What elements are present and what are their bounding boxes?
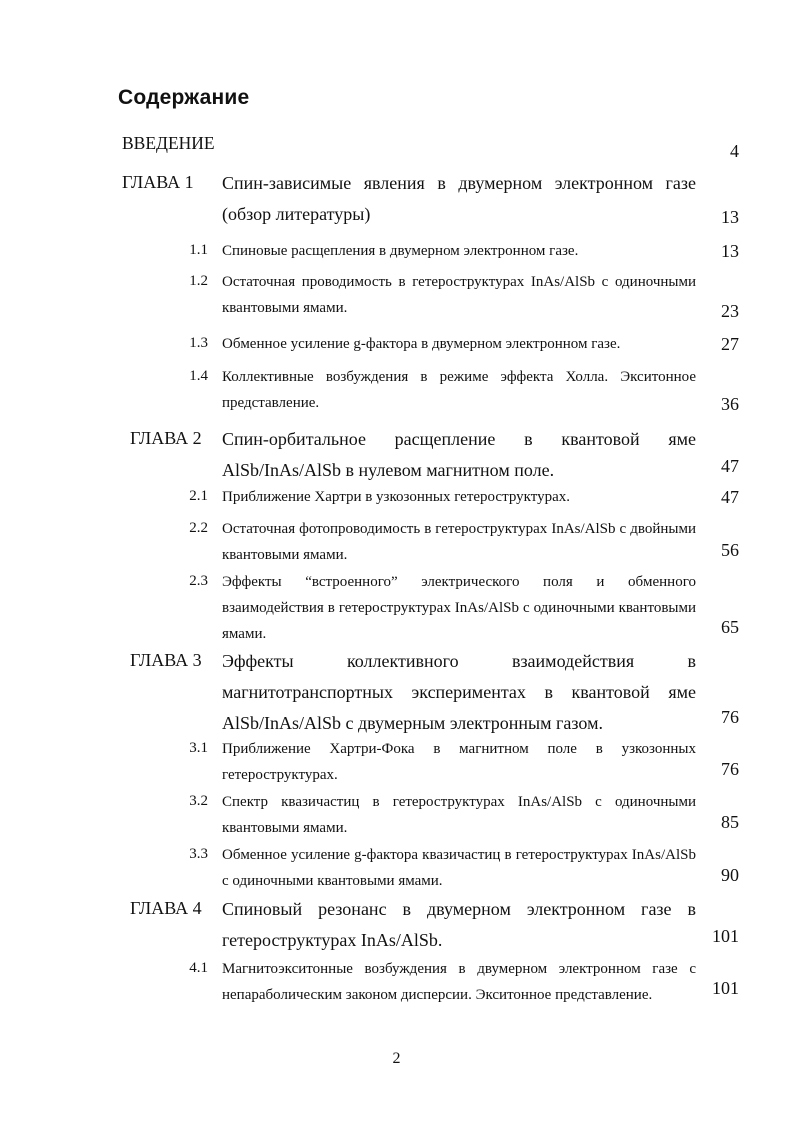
toc-label: ГЛАВА 2 bbox=[130, 428, 202, 448]
toc-page: 90 bbox=[721, 865, 739, 885]
toc-label: ГЛАВА 3 bbox=[130, 650, 202, 670]
toc-page: 85 bbox=[721, 812, 739, 832]
toc-number: 1.1 bbox=[189, 242, 208, 258]
toc-number: 2.2 bbox=[189, 520, 208, 536]
toc-title: Спектр квазичастиц в гетероструктурах InAs/AlSb с одиночными квантовыми ямами. bbox=[222, 794, 696, 836]
toc-page: 23 bbox=[721, 301, 739, 321]
toc-page: 47 bbox=[721, 487, 739, 507]
toc-number: 1.2 bbox=[189, 273, 208, 289]
page-number: 2 bbox=[392, 1050, 401, 1067]
toc-page: 56 bbox=[721, 540, 739, 560]
toc-title: Эффекты коллективного взаимодействия в магнитотранспортных экспериментах в квантовой яме AlSb/InAs/AlSb с двумерным электронным газом. bbox=[222, 651, 696, 733]
toc-label: ГЛАВА 4 bbox=[130, 898, 202, 918]
toc-title: Спин-орбитальное расщепление в квантовой яме AlSb/InAs/AlSb в нулевом магнитном поле. bbox=[222, 429, 696, 480]
toc-number: 1.3 bbox=[189, 335, 208, 351]
toc-title: Эффекты “встроенного” электрического поля и обменного взаимодействия в гетероструктурах InAs/AlSb с одиночными квантовыми ямами. bbox=[222, 574, 696, 642]
toc-title: Приближение Хартри в узкозонных гетероструктурах. bbox=[222, 489, 570, 505]
toc-number: 3.2 bbox=[189, 793, 208, 809]
toc-label: ГЛАВА 1 bbox=[122, 172, 194, 192]
toc-number: 4.1 bbox=[189, 960, 208, 976]
toc-title: Коллективные возбуждения в режиме эффекта Холла. Экситонное представление. bbox=[222, 369, 696, 411]
toc-title: Приближение Хартри-Фока в магнитном поле в узкозонных гетероструктурах. bbox=[222, 741, 696, 783]
toc-number: 3.1 bbox=[189, 740, 208, 756]
toc-title: Спиновый резонанс в двумерном электронном газе в гетероструктурах InAs/AlSb. bbox=[222, 899, 696, 950]
page-title: Содержание bbox=[118, 86, 250, 109]
toc-page: 27 bbox=[721, 334, 739, 354]
toc-page: 101 bbox=[712, 926, 739, 946]
toc-page: 101 bbox=[712, 978, 739, 998]
toc-page: 13 bbox=[721, 207, 739, 227]
toc-page: 65 bbox=[721, 617, 739, 637]
toc-title: Обменное усиление g-фактора в двумерном электронном газе. bbox=[222, 336, 621, 352]
toc-label: ВВЕДЕНИЕ bbox=[122, 133, 215, 153]
toc-page: 76 bbox=[721, 759, 739, 779]
toc-title: Магнитоэкситонные возбуждения в двумерном электронном газе с непараболическим законом дисперсии. Экситонное представление. bbox=[222, 961, 696, 1003]
toc-title: Обменное усиление g-фактора квазичастиц в гетероструктурах InAs/AlSb с одиночными квантовыми ямами. bbox=[222, 847, 696, 889]
toc-title: Остаточная фотопроводимость в гетероструктурах InAs/AlSb с двойными квантовыми ямами. bbox=[222, 521, 696, 563]
toc-number: 3.3 bbox=[189, 846, 208, 862]
toc-title: Спиновые расщепления в двумерном электронном газе. bbox=[222, 243, 579, 259]
toc-title: Спин-зависимые явления в двумерном электронном газе (обзор литературы) bbox=[222, 173, 696, 224]
toc-number: 2.1 bbox=[189, 488, 208, 504]
toc-page: 36 bbox=[721, 394, 739, 414]
toc-page: 47 bbox=[721, 456, 739, 476]
toc-page: 4 bbox=[730, 141, 739, 161]
toc-number: 1.4 bbox=[189, 368, 208, 384]
toc-number: 2.3 bbox=[189, 573, 208, 589]
toc-title: Остаточная проводимость в гетероструктурах InAs/AlSb с одиночными квантовыми ямами. bbox=[222, 274, 696, 316]
toc-page: 13 bbox=[721, 241, 739, 261]
toc-page: 76 bbox=[721, 707, 739, 727]
